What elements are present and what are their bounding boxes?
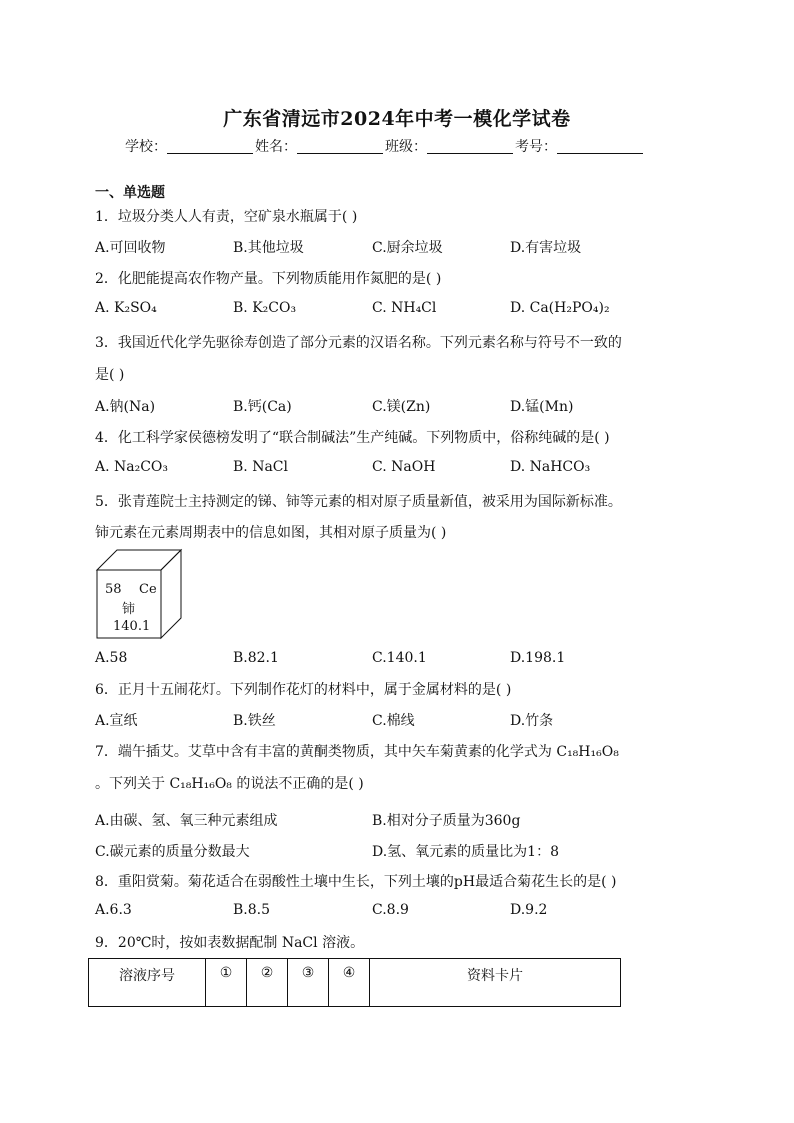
element-atomic-mass: 140.1 [113, 619, 151, 634]
q7-option-a[interactable]: A.由碳、氢、氧三种元素组成 [95, 813, 278, 829]
table-header-cell: 溶液序号 [89, 959, 206, 1007]
section-heading-single-choice: 一、单选题 [95, 185, 165, 201]
q1-option-b[interactable]: B.其他垃圾 [233, 240, 304, 256]
question-7: 7．端午插艾。艾草中含有丰富的黄酮类物质，其中矢车菊黄素的化学式为 C₁₈H₁₆O₈ [95, 744, 619, 760]
q8-option-a[interactable]: A.6.3 [95, 902, 132, 918]
table-row [89, 959, 621, 1007]
name-blank[interactable] [297, 139, 383, 154]
class-label: 班级： [385, 139, 427, 155]
table-header-cell: ① [206, 959, 247, 1007]
question-2: 2．化肥能提高农作物产量。下列物质能用作氮肥的是( ) [95, 271, 442, 287]
q2-option-c[interactable]: C. NH₄Cl [372, 300, 437, 316]
question-8: 8．重阳赏菊。菊花适合在弱酸性土壤中生长，下列土壤的pH最适合菊花生长的是( ) [95, 874, 617, 890]
q5-option-a[interactable]: A.58 [95, 650, 128, 666]
solution-table [88, 958, 621, 1007]
q5-option-b[interactable]: B.82.1 [233, 650, 279, 666]
question-5: 5．张青莲院士主持测定的锑、铈等元素的相对原子质量新值，被采用为国际新标准。 [95, 494, 622, 510]
q3-option-d[interactable]: D.锰(Mn) [510, 399, 574, 415]
student-info-line [125, 136, 645, 156]
q7-option-d[interactable]: D.氢、氧元素的质量比为1：8 [372, 844, 559, 860]
question-6: 6．正月十五闹花灯。下列制作花灯的材料中，属于金属材料的是( ) [95, 682, 512, 698]
school-label: 学校： [125, 139, 167, 155]
question-9: 9．20℃时，按如表数据配制 NaCl 溶液。 [95, 935, 365, 951]
question-4: 4．化工科学家侯德榜发明了“联合制碱法”生产纯碱。下列物质中，俗称纯碱的是( ) [95, 430, 610, 446]
q6-option-a[interactable]: A.宣纸 [95, 713, 138, 729]
question-3: 3．我国近代化学先驱徐寿创造了部分元素的汉语名称。下列元素名称与符号不一致的 [95, 335, 622, 351]
element-cell-cerium [95, 548, 185, 640]
exam-no-blank[interactable] [557, 139, 643, 154]
school-blank[interactable] [167, 139, 253, 154]
q6-option-c[interactable]: C.棉线 [372, 713, 415, 729]
q8-option-d[interactable]: D.9.2 [510, 902, 548, 918]
q2-option-a[interactable]: A. K₂SO₄ [95, 300, 157, 316]
question-1: 1．垃圾分类人人有责，空矿泉水瓶属于( ) [95, 209, 358, 225]
q1-option-a[interactable]: A.可回收物 [95, 240, 166, 256]
question-5-continued: 铈元素在元素周期表中的信息如图，其相对原子质量为( ) [95, 525, 447, 541]
element-atomic-number: 58 [105, 582, 122, 597]
q1-option-c[interactable]: C.厨余垃圾 [372, 240, 443, 256]
q3-option-a[interactable]: A.钠(Na) [95, 399, 156, 415]
table-header-cell: ③ [288, 959, 329, 1007]
element-symbol: Ce [139, 582, 157, 597]
table-header-cell: ④ [329, 959, 370, 1007]
q6-option-d[interactable]: D.竹条 [510, 713, 554, 729]
q5-option-d[interactable]: D.198.1 [510, 650, 566, 666]
q4-option-c[interactable]: C. NaOH [372, 459, 436, 475]
q7-option-c[interactable]: C.碳元素的质量分数最大 [95, 844, 250, 860]
class-blank[interactable] [427, 139, 513, 154]
q8-option-b[interactable]: B.8.5 [233, 902, 271, 918]
q4-option-b[interactable]: B. NaCl [233, 459, 288, 475]
q1-option-d[interactable]: D.有害垃圾 [510, 240, 582, 256]
q5-option-c[interactable]: C.140.1 [372, 650, 427, 666]
q8-option-c[interactable]: C.8.9 [372, 902, 409, 918]
question-7-continued: 。下列关于 C₁₈H₁₆O₈ 的说法不正确的是( ) [95, 776, 364, 792]
q3-option-b[interactable]: B.钙(Ca) [233, 399, 292, 415]
exam-title: 广东省清远市2024年中考一模化学试卷 [223, 108, 571, 130]
table-header-cell: 资料卡片 [370, 959, 621, 1007]
q2-option-d[interactable]: D. Ca(H₂PO₄)₂ [510, 300, 610, 316]
name-label: 姓名： [255, 139, 297, 155]
q4-option-d[interactable]: D. NaHCO₃ [510, 459, 591, 475]
q6-option-b[interactable]: B.铁丝 [233, 713, 276, 729]
table-header-cell: ② [247, 959, 288, 1007]
q3-option-c[interactable]: C.镁(Zn) [372, 399, 431, 415]
exam-no-label: 考号： [515, 139, 557, 155]
q4-option-a[interactable]: A. Na₂CO₃ [95, 459, 169, 475]
q2-option-b[interactable]: B. K₂CO₃ [233, 300, 297, 316]
question-3-continued: 是( ) [95, 367, 125, 383]
element-name: 铈 [122, 602, 136, 617]
q7-option-b[interactable]: B.相对分子质量为360g [372, 813, 521, 829]
